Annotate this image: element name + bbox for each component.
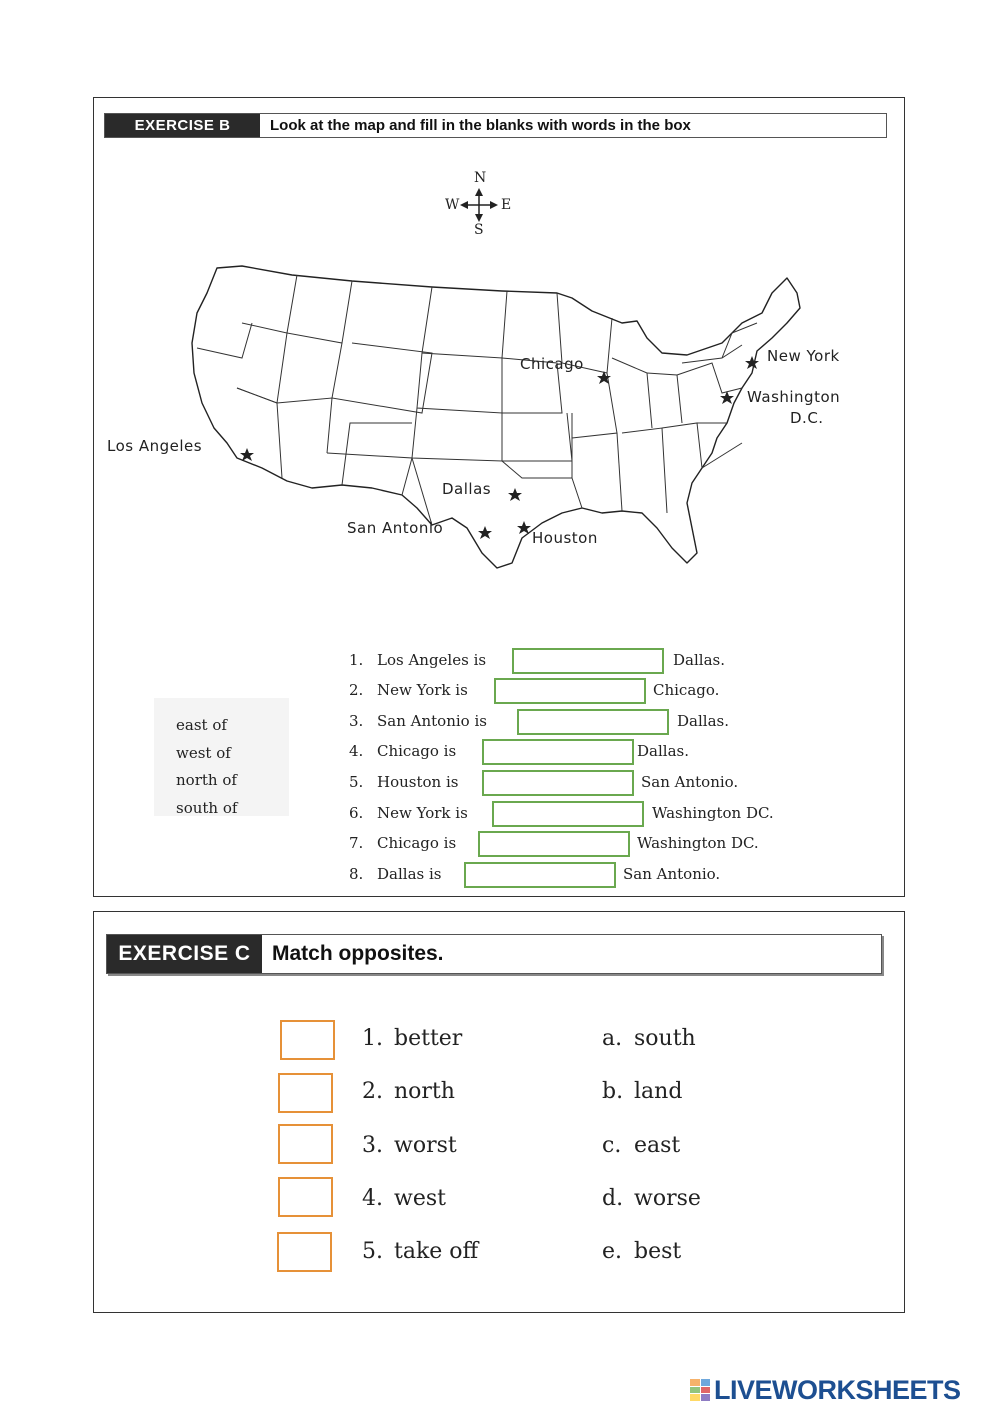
match-answer-box-2[interactable] bbox=[278, 1073, 333, 1113]
word-box-item: west of bbox=[176, 743, 231, 762]
match-right-a: a. south bbox=[602, 1026, 696, 1051]
answer-blank-4[interactable] bbox=[482, 739, 634, 765]
exercise-b-tag: EXERCISE B bbox=[105, 114, 260, 137]
liveworksheets-logo-icon bbox=[690, 1379, 710, 1401]
sentence-4: 4. Chicago is Dallas. bbox=[349, 739, 749, 763]
answer-blank-7[interactable] bbox=[478, 831, 630, 857]
city-san-antonio: San Antonio bbox=[347, 519, 444, 537]
match-left-4: 4. west bbox=[362, 1186, 446, 1211]
match-left-2: 2. north bbox=[362, 1079, 455, 1104]
sentence-5: 5. Houston is San Antonio. bbox=[349, 770, 769, 794]
city-washington: Washington bbox=[747, 388, 841, 406]
match-answer-box-3[interactable] bbox=[278, 1124, 333, 1164]
city-houston: Houston bbox=[532, 529, 598, 547]
answer-blank-6[interactable] bbox=[492, 801, 644, 827]
star-san-antonio bbox=[478, 526, 492, 539]
match-answer-box-5[interactable] bbox=[277, 1232, 332, 1272]
usa-map bbox=[102, 263, 892, 583]
star-new-york bbox=[745, 356, 759, 369]
match-left-5: 5. take off bbox=[362, 1239, 479, 1264]
exercise-c-tag: EXERCISE C bbox=[107, 935, 262, 973]
match-answer-box-1[interactable] bbox=[280, 1020, 335, 1060]
star-dallas bbox=[508, 488, 522, 501]
liveworksheets-brand: LIVEWORKSHEETS bbox=[714, 1374, 961, 1405]
liveworksheets-logo bbox=[690, 1375, 961, 1405]
exercise-c-header bbox=[106, 934, 882, 974]
compass-e: E bbox=[501, 197, 512, 213]
city-chicago: Chicago bbox=[520, 355, 584, 373]
sentence-7: 7. Chicago is Washington DC. bbox=[349, 831, 799, 855]
match-right-b: b. land bbox=[602, 1079, 683, 1104]
compass-w: W bbox=[445, 197, 460, 213]
match-right-c: c. east bbox=[602, 1133, 681, 1158]
match-left-1: 1. better bbox=[362, 1026, 463, 1051]
answer-blank-5[interactable] bbox=[482, 770, 634, 796]
compass-rose bbox=[429, 170, 529, 240]
match-left-3: 3. worst bbox=[362, 1133, 457, 1158]
city-dc: D.C. bbox=[790, 409, 824, 427]
usa-outline bbox=[192, 266, 800, 568]
exercise-c-panel bbox=[93, 911, 905, 1313]
match-right-e: e. best bbox=[602, 1239, 682, 1264]
compass-n: N bbox=[474, 170, 487, 186]
exercise-c-title: Match opposites. bbox=[262, 935, 881, 973]
city-los-angeles: Los Angeles bbox=[107, 437, 203, 455]
sentence-3: 3. San Antonio is Dallas. bbox=[349, 709, 749, 733]
answer-blank-1[interactable] bbox=[512, 648, 664, 674]
word-box-item: north of bbox=[176, 771, 237, 789]
answer-blank-3[interactable] bbox=[517, 709, 669, 735]
sentence-1: 1. Los Angeles is Dallas. bbox=[349, 648, 749, 672]
answer-blank-2[interactable] bbox=[494, 678, 646, 704]
exercise-b-header bbox=[104, 113, 887, 138]
word-box bbox=[154, 698, 289, 816]
sentence-8: 8. Dallas is San Antonio. bbox=[349, 862, 769, 886]
exercise-b-title: Look at the map and fill in the blanks with words in the box bbox=[260, 114, 886, 137]
sentence-6: 6. New York is Washington DC. bbox=[349, 801, 809, 825]
match-answer-box-4[interactable] bbox=[278, 1177, 333, 1217]
answer-blank-8[interactable] bbox=[464, 862, 616, 888]
exercise-b-panel bbox=[93, 97, 905, 897]
star-los-angeles bbox=[240, 448, 254, 461]
sentence-2: 2. New York is Chicago. bbox=[349, 678, 749, 702]
city-dallas: Dallas bbox=[442, 480, 492, 498]
city-stars bbox=[240, 356, 759, 539]
match-right-d: d. worse bbox=[602, 1186, 701, 1211]
city-new-york: New York bbox=[767, 347, 840, 365]
word-box-item: south of bbox=[176, 798, 238, 817]
word-box-item: east of bbox=[176, 716, 227, 734]
compass-s: S bbox=[474, 222, 484, 238]
